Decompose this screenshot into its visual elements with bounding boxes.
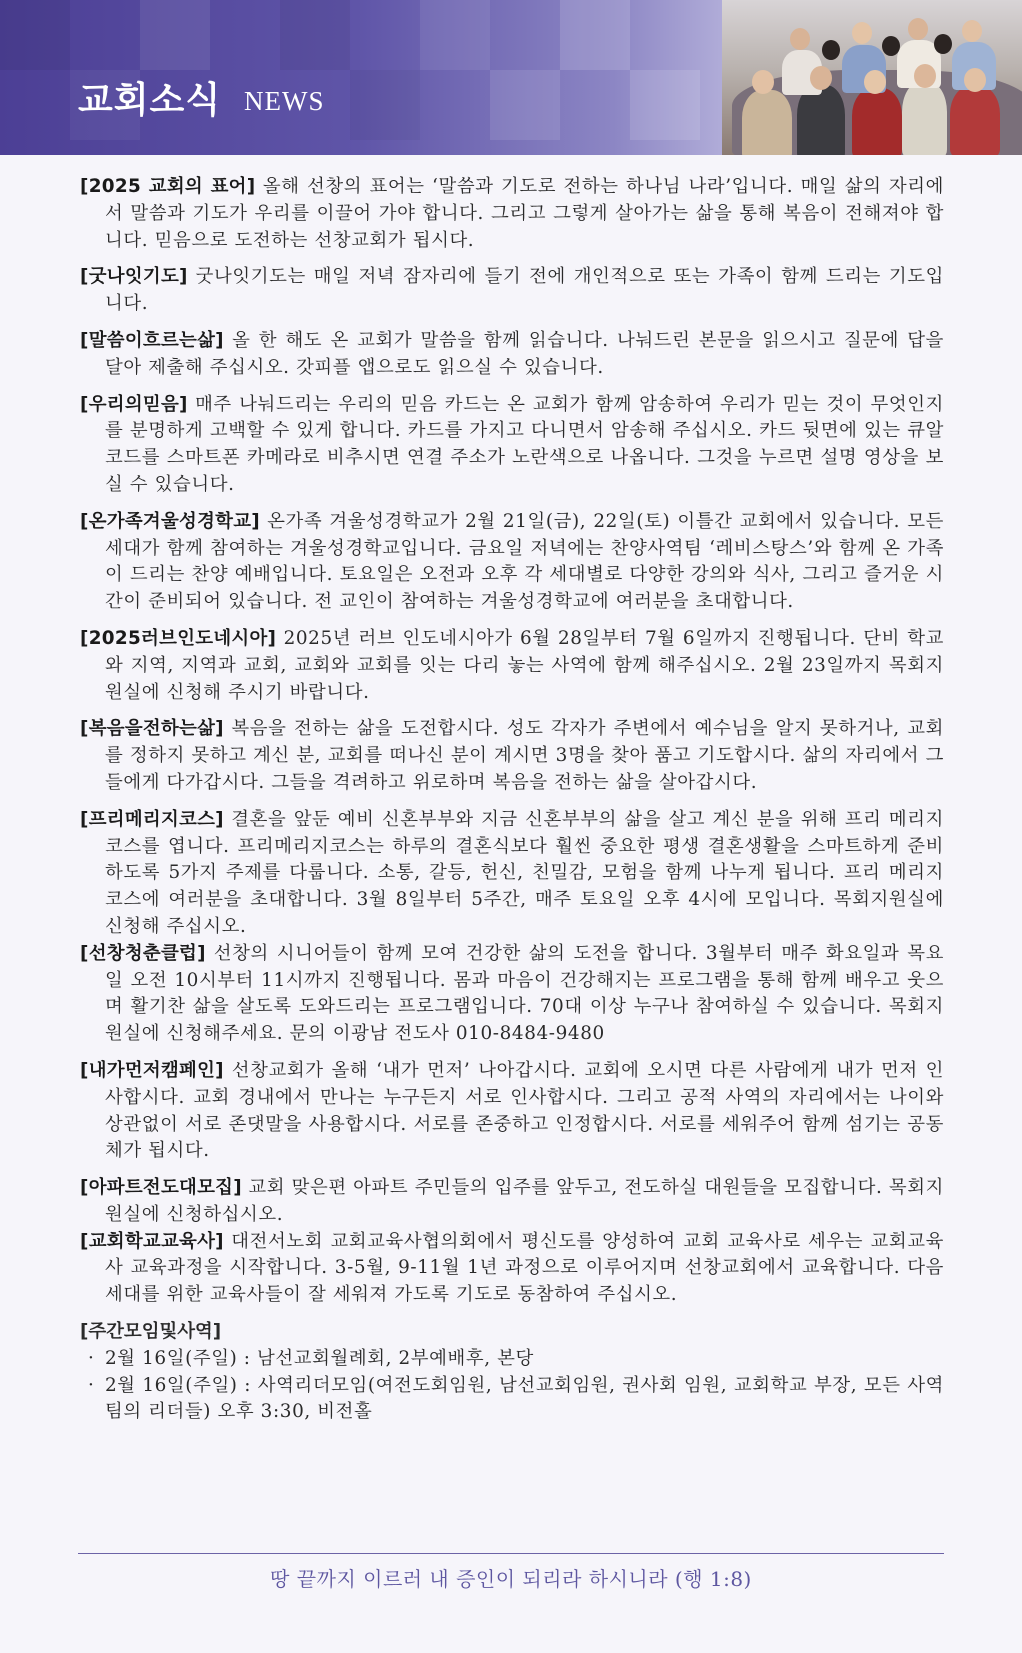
schedule-entry: 2월 16일(주일) : 사역리더모임(여전도회임원, 남선교회임원, 권사회 임원, 교회학교 부장, 모든 사역팀의 리더들) 오후 3:30, 비전홀 xyxy=(105,1374,944,1423)
list-item xyxy=(80,1373,944,1427)
news-item-youth-club xyxy=(80,941,944,1048)
news-item-text: 매주 나눠드리는 우리의 믿음 카드는 온 교회가 함께 암송하여 우리가 믿는 것이 무엇인지를 분명하게 고백할 수 있게 합니다. 카드를 가지고 다니면서 암송해 주십시오. 카드 뒷면에 있는 큐알코드를 스마트폰 카메라로 비추시면 연결 주소가 노란색으로 나옵니다. 그것을 누르면 설명 영상을 보실 수 있습니다. xyxy=(105,393,944,495)
news-item-text: 선창의 시니어들이 함께 모여 건강한 삶의 도전을 합니다. 3월부터 매주 화요일과 목요일 오전 10시부터 11시까지 진행됩니다. 몸과 마음이 건강해지는 프로그램을 통해 함께 배우고 웃으며 활기찬 삶을 살도록 도와드리는 프로그램입니다. 70대 이상 누구나 참여하실 수 있습니다. 목회지원실에 신청해주세요. 문의 이광남 전도사 010-8484-9480 xyxy=(105,942,944,1045)
banner-tile xyxy=(560,0,630,70)
news-item-motto xyxy=(80,174,944,254)
news-item-gospel-life xyxy=(80,716,944,796)
footer-verse: 땅 끝까지 이르러 내 증인이 되리라 하시니라 (행 1:8) xyxy=(270,1567,752,1591)
news-item-love-indonesia xyxy=(80,626,944,706)
news-content xyxy=(80,174,944,1426)
bullet-icon: · xyxy=(88,1374,95,1396)
news-item-label: [2025러브인도네시아] xyxy=(80,627,277,649)
news-item-label: [말씀이흐르는삶] xyxy=(80,329,224,351)
weekly-schedule-list xyxy=(80,1346,944,1426)
news-item-text: 대전서노회 교회교육사협의회에서 평신도를 양성하여 교회 교육사로 세우는 교회교육사 교육과정을 시작합니다. 3-5월, 9-11월 1년 과정으로 이루어지며 선창교회에서 교육합니다. 다음세대를 위한 교육사들이 잘 세워져 가도록 기도로 동참하여 주십시오. xyxy=(105,1230,944,1306)
news-item-label: [선창청춘클럽] xyxy=(80,942,206,964)
news-item-word-life xyxy=(80,328,944,382)
news-item-label: [복음을전하는삶] xyxy=(80,718,224,740)
news-item-apartment-evangelism xyxy=(80,1175,944,1229)
news-item-text: 굿나잇기도는 매일 저녁 잠자리에 들기 전에 개인적으로 또는 가족이 함께 드리는 기도입니다. xyxy=(105,266,944,315)
banner-tile xyxy=(350,70,420,140)
news-item-label: [우리의믿음] xyxy=(80,393,188,415)
news-item-label: [교회학교교육사] xyxy=(80,1230,224,1252)
schedule-entry: 2월 16일(주일) : 남선교회월례회, 2부예배후, 본당 xyxy=(105,1347,534,1369)
news-item-me-first-campaign xyxy=(80,1058,944,1165)
header-banner xyxy=(0,0,1022,155)
banner-tile xyxy=(490,70,560,140)
news-item-premarriage xyxy=(80,807,944,941)
news-item-text: 2025년 러브 인도네시아가 6월 28일부터 7월 6일까지 진행됩니다. 단비 학교와 지역, 지역과 교회, 교회와 교회를 잇는 다리 놓는 사역에 함께 해주십시오. 2월 23일까지 목회지원실에 신청해 주시기 바랍니다. xyxy=(105,627,944,703)
news-item-church-educator xyxy=(80,1229,944,1309)
news-item-label: [온가족겨울성경학교] xyxy=(80,510,260,532)
news-item-text: 온가족 겨울성경학교가 2월 21일(금), 22일(토) 이틀간 교회에서 있습니다. 모든 세대가 함께 참여하는 겨울성경학교입니다. 금요일 저녁에는 찬양사역팀 ‘레비스탕스’와 함께 온 가족이 드리는 찬양 예배입니다. 토요일은 오전과 오후 각 세대별로 다양한 강의와 식사, 그리고 즐거운 시간이 준비되어 있습니다. 전 교인이 참여하는 겨울성경학교에 여러분을 초대합니다. xyxy=(105,510,944,613)
news-item-our-faith xyxy=(80,392,944,499)
group-photo xyxy=(722,0,1022,155)
page-title: 교회소식 xyxy=(78,80,222,121)
weekly-schedule-title: [주간모임및사역] xyxy=(80,1321,222,1343)
news-item-text: 올 한 해도 온 교회가 말씀을 함께 읽습니다. 나눠드린 본문을 읽으시고 질문에 답을 달아 제출해 주십시오. 갓피플 앱으로도 읽으실 수 있습니다. xyxy=(105,329,944,378)
page-subtitle: NEWS xyxy=(244,86,325,116)
news-item-label: [굿나잇기도] xyxy=(80,266,188,288)
news-item-text: 교회 맞은편 아파트 주민들의 입주를 앞두고, 전도하실 대원들을 모집합니다. 목회지원실에 신청하십시오. xyxy=(105,1177,944,1225)
news-item-label: [내가먼저캠페인] xyxy=(80,1059,224,1081)
news-item-text: 올해 선창의 표어는 ‘말씀과 기도로 전하는 하나님 나라’입니다. 매일 삶의 자리에서 말씀과 기도가 우리를 이끌어 가야 합니다. 그리고 그렇게 살아가는 삶을 통해 복음이 전해져야 합니다. 믿음으로 도전하는 선창교회가 됩시다. xyxy=(105,176,945,251)
news-item-label: [프리메리지코스] xyxy=(80,808,224,830)
news-item-label: [2025 교회의 표어] xyxy=(80,176,256,197)
news-item-text: 결혼을 앞둔 예비 신혼부부와 지금 신혼부부의 삶을 살고 계신 분을 위해 프리 메리지 코스를 엽니다. 프리메리지코스는 하루의 결혼식보다 훨씬 중요한 평생 결혼생활을 스마트하게 준비하도록 5가지 주제를 다룹니다. 소통, 갈등, 헌신, 친밀감, 모험을 함께 나누게 됩니다. 프리 메리지 코스에 여러분을 초대합니다. 3월 8일부터 5주간, 매주 토요일 오후 4시에 모입니다. 목회지원실에 신청해 주십시오. xyxy=(105,808,944,937)
news-item-text: 복음을 전하는 삶을 도전합시다. 성도 각자가 주변에서 예수님을 알지 못하거나, 교회를 정하지 못하고 계신 분, 교회를 떠나신 분이 계시면 3명을 찾아 품고 기도합시다. 삶의 자리에서 그들에게 다가갑시다. 그들을 격려하고 위로하며 복음을 전하는 삶을 살아갑시다. xyxy=(105,718,944,793)
bullet-icon: · xyxy=(88,1347,95,1369)
news-item-text: 선창교회가 올해 ‘내가 먼저’ 나아갑시다. 교회에 오시면 다른 사람에게 내가 먼저 인사합시다. 교회 경내에서 만나는 누구든지 서로 인사합시다. 그리고 공적 사역의 자리에서는 나이와 상관없이 서로 존댓말을 사용합시다. 서로를 존중하고 인정합시다. 서로를 세워주어 함께 섬기는 공동체가 됩시다. xyxy=(105,1059,944,1162)
banner-tile xyxy=(420,0,490,70)
news-item-winter-bible-school xyxy=(80,509,944,616)
news-item-label: [아파트전도대모집] xyxy=(80,1177,242,1199)
banner-tile xyxy=(280,0,350,70)
banner-tile xyxy=(140,0,210,70)
banner-tile xyxy=(630,70,700,140)
footer-divider xyxy=(78,1553,944,1554)
banner-tile xyxy=(0,0,70,70)
list-item xyxy=(80,1346,944,1373)
news-item-goodnight-prayer xyxy=(80,264,944,318)
